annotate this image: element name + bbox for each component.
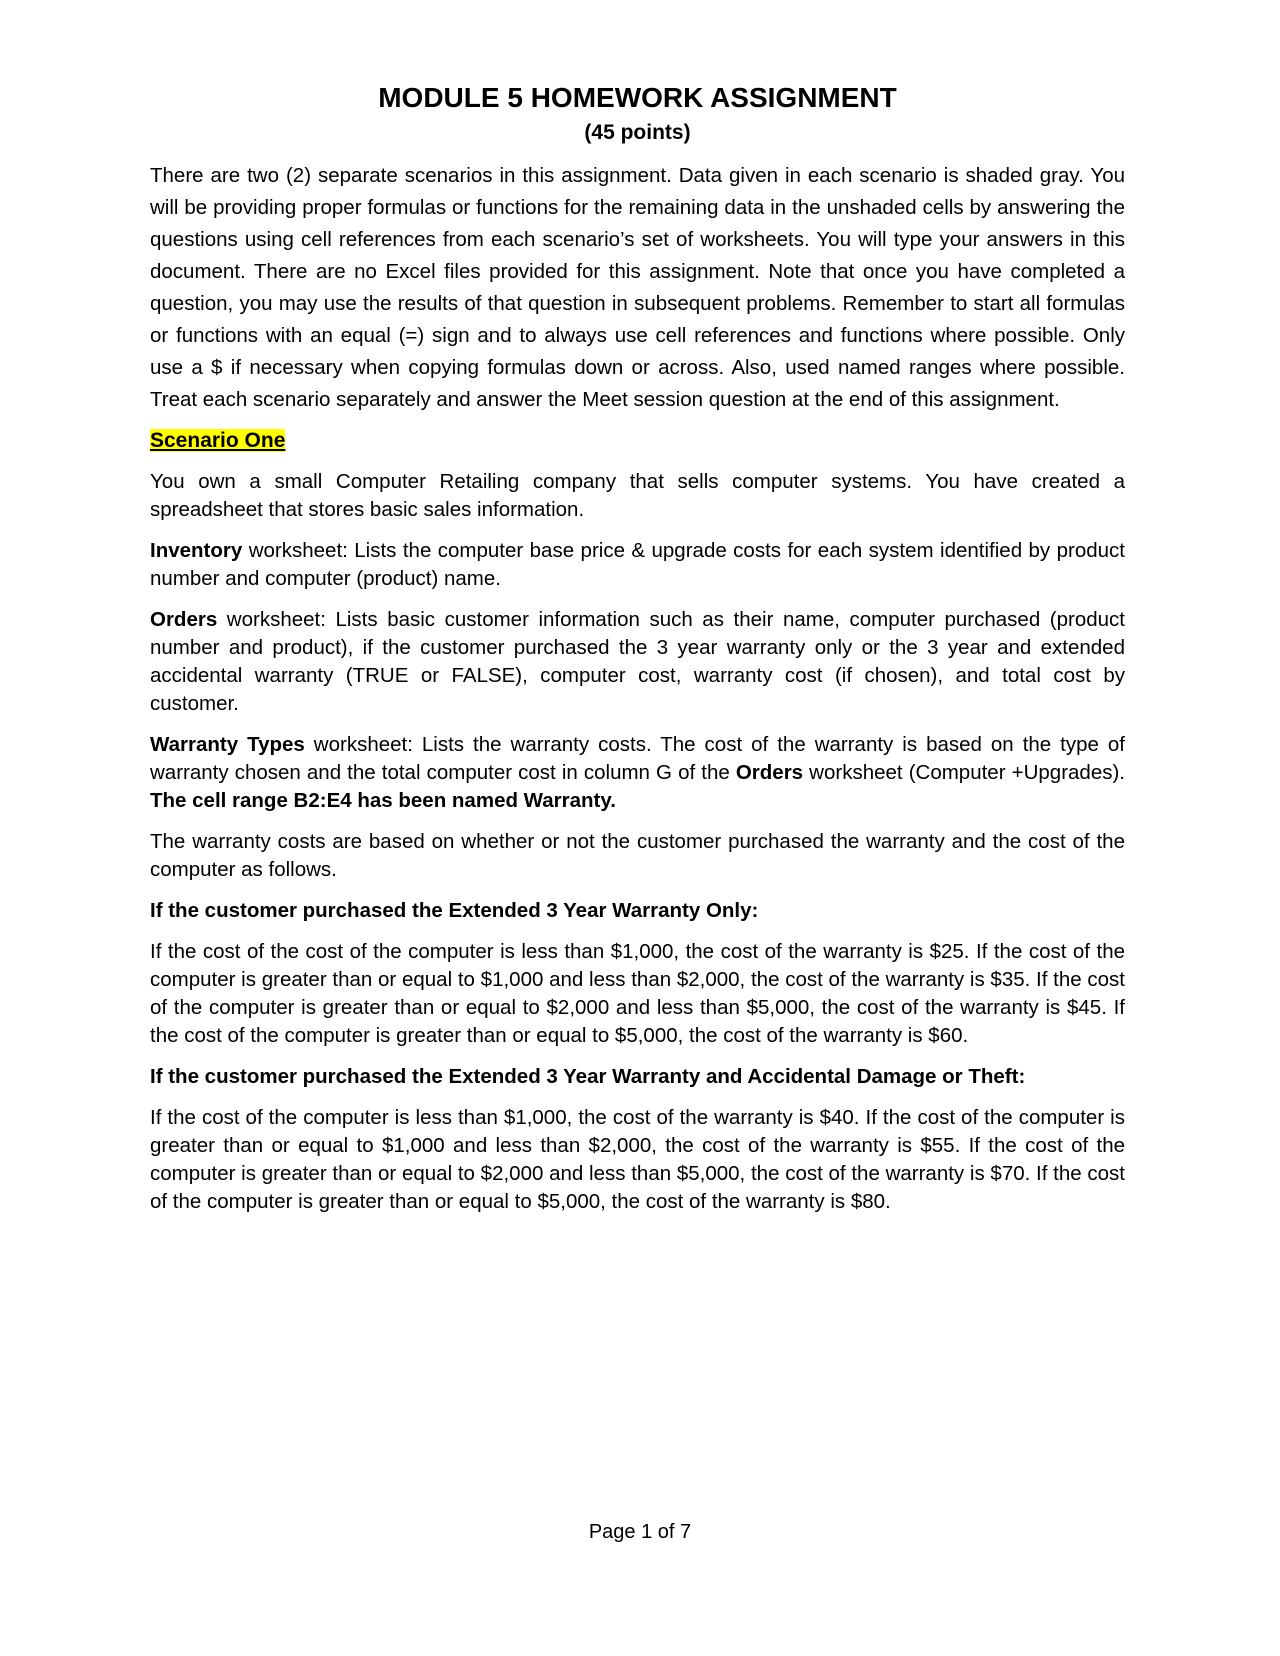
inventory-text: worksheet: Lists the computer base price & upgrade costs for each system identified by product number and computer (product) name. [150, 539, 1125, 590]
scenario-intro-paragraph: You own a small Computer Retailing company that sells computer systems. You have created a spreadsheet that stores basic sales information. [150, 470, 1125, 521]
warranty-types-label: Warranty Types [150, 733, 305, 756]
orders-label: Orders [150, 608, 218, 631]
accidental-warranty-heading-text: If the customer purchased the Extended 3 Year Warranty and Accidental Damage or Theft: [150, 1065, 1026, 1088]
scenario-one-heading [150, 426, 1125, 456]
warranty-types-text-1: worksheet: Lists the warranty costs. The cost of the warranty is based on the type of warranty chosen and the total computer cost in column G of the [150, 733, 1125, 784]
warranty-types-paragraph [150, 731, 1125, 815]
orders-text: worksheet: Lists basic customer information such as their name, computer purchased (product number and product), if the customer purchased the 3 year warranty only or the 3 year and extended accidental warranty (TRUE or FALSE), computer cost, warranty cost (if chosen), and total cost by customer. [150, 608, 1125, 715]
orders-paragraph [150, 606, 1125, 718]
page-title: MODULE 5 HOMEWORK ASSIGNMENT [378, 82, 897, 113]
extended-warranty-heading [150, 897, 1125, 925]
inventory-label: Inventory [150, 539, 243, 562]
document-page [150, 78, 1125, 1229]
named-range-note: The cell range B2:E4 has been named Warranty. [150, 789, 616, 812]
warranty-types-text-2: worksheet (Computer +Upgrades). [803, 761, 1126, 784]
warranty-intro-paragraph: The warranty costs are based on whether or not the customer purchased the warranty and the cost of the computer as follows. [150, 830, 1125, 881]
extended-warranty-paragraph: If the cost of the cost of the computer is less than $1,000, the cost of the warranty is $25. If the cost of the computer is greater than or equal to $1,000 and less than $2,000, the cost of the warranty is $35. If the cost of the computer is greater than or equal to $2,000 and less than $5,000, the cost of the warranty is $45. If the cost of the computer is greater than or equal to $5,000, the cost of the warranty is $60. [150, 940, 1125, 1047]
page-number-footer: Page 1 of 7 [588, 1521, 692, 1543]
accidental-warranty-paragraph: If the cost of the computer is less than $1,000, the cost of the warranty is $40. If the cost of the computer is greater than or equal to $1,000 and less than $2,000, the cost of the warranty is $55. If the cost of the computer is greater than or equal to $2,000 and less than $5,000, the cost of the warranty is $70. If the cost of the computer is greater than or equal to $5,000, the cost of the warranty is $80. [150, 1106, 1125, 1213]
orders-reference: Orders [735, 761, 804, 784]
inventory-paragraph [150, 537, 1125, 593]
accidental-warranty-heading [150, 1063, 1125, 1091]
intro-paragraph: There are two (2) separate scenarios in this assignment. Data given in each scenario is shaded gray. You will be providing proper formulas or functions for the remaining data in the unshaded cells by answering the questions using cell references from each scenario’s set of worksheets. You will type your answers in this document. There are no Excel files provided for this assignment. Note that once you have completed a question, you may use the results of that question in subsequent problems. Remember to start all formulas or functions with an equal (=) sign and to always use cell references and functions where possible. Only use a $ if necessary when copying formulas down or across. Also, used named ranges where possible. Treat each scenario separately and answer the Meet session question at the end of this assignment. [150, 164, 1125, 411]
scenario-one-highlight: Scenario One [150, 429, 286, 452]
extended-warranty-heading-text: If the customer purchased the Extended 3 Year Warranty Only: [150, 899, 759, 922]
points-subtitle: (45 points) [584, 121, 691, 144]
